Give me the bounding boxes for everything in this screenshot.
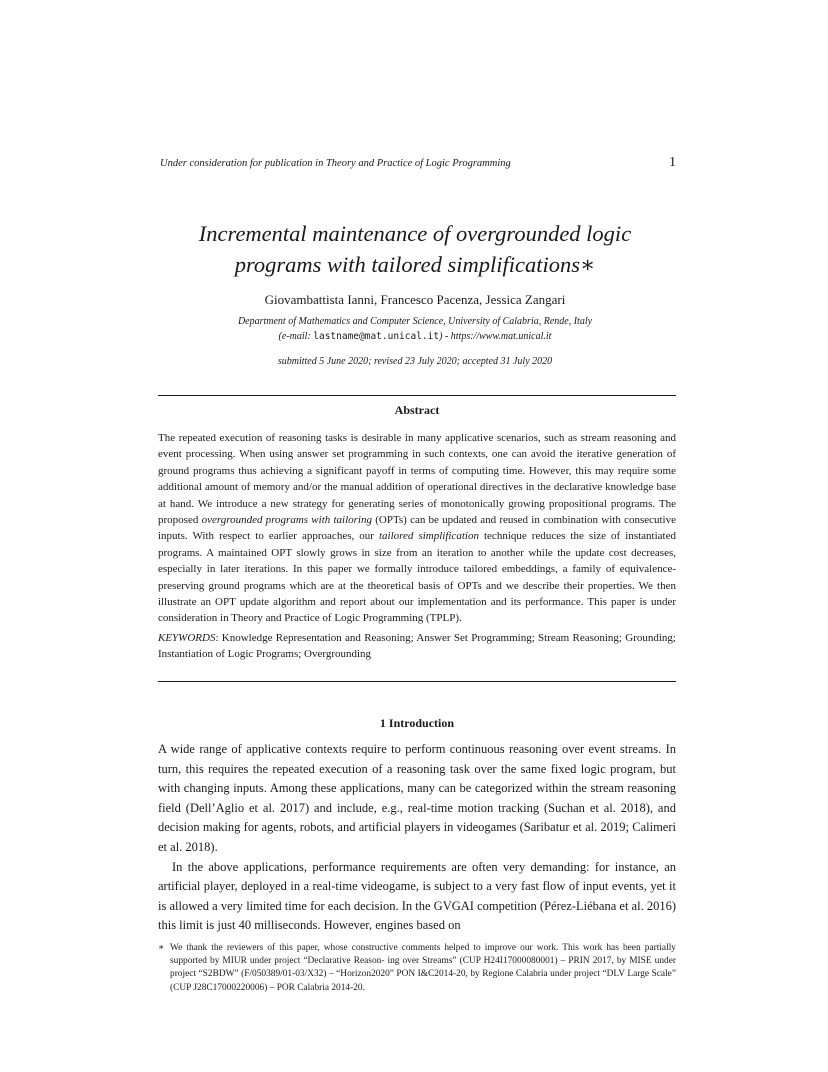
abstract-emphasis-2: tailored simplification	[378, 530, 479, 543]
submission-dates: submitted 5 June 2020; revised 23 July 2020; accepted 31 July 2020	[277, 356, 553, 367]
abstract-top-rule	[158, 395, 676, 396]
footnote	[160, 942, 676, 995]
contact-line	[150, 331, 680, 342]
keywords-list: : Knowledge Representation and Reasoning; Answer Set Programming; Stream Reasoning; Grounding; Instantiation of Logic Programs; Overgrounding	[158, 632, 676, 661]
introduction-body	[158, 740, 676, 936]
section-heading-introduction: 1 Introduction	[379, 716, 455, 730]
abstract-body	[158, 430, 676, 627]
email-address[interactable]: lastname@mat.unical.it	[313, 331, 440, 342]
abstract-text-3: technique reduces the size of instantiated programs. A maintained OPT slowly grows in size from an iteration to another while the update cost decreases, especially in later iterations. In this paper we formally introduce tailored embeddings, a family of equivalence-preserving ground programs which are at the theoretical basis of OPTs and we describe their properties. We then illustrate an OPT update algorithm and report about our implementation and its performance. This paper is under consideration in Theory and Practice of Logic Programming (TPLP).	[158, 530, 676, 625]
abstract-text-1: The repeated execution of reasoning tasks is desirable in many applicative scenarios, such as stream reasoning and event processing. When using answer set programming in such contexts, one can avoid the iterative generation of ground programs thus achieving a significant payoff in terms of computing time. However, this may require some additional amount of memory and/or the manual addition of operational directives in the declarative knowledge base at hand. We introduce a new strategy for generating series of monotonically growing propositional programs. The proposed	[158, 432, 676, 527]
authors: Giovambattista Ianni, Francesco Pacenza, Jessica Zangari	[264, 292, 566, 307]
intro-paragraph-1: A wide range of applicative contexts require to perform continuous reasoning over event streams. In turn, this requires the repeated execution of a reasoning task over the same fixed logic program, but with changing inputs. Among these applications, many can be categorized within the stream reasoning field (Dell’Aglio et al. 2017) and include, e.g., real-time motion tracking (Suchan et al. 2018), and decision making for agents, robots, and artificial players in videogames (Saribatur et al. 2019; Calimeri et al. 2018).	[158, 742, 676, 854]
page-number: 1	[669, 155, 676, 170]
intro-paragraph-2: In the above applications, performance requirements are often very demanding: for instance, an artificial player, deployed in a real-time videogame, is subject to a very fast flow of input events, yet it is allowed a very limited time for each decision. In the GVGAI competition (Pérez-Liébana et al. 2016) this limit is just 40 milliseconds. However, engines based on	[158, 859, 676, 933]
title-line-1: Incremental maintenance of overgrounded logic	[198, 221, 632, 246]
abstract-emphasis-1: overgrounded programs with tailoring	[201, 514, 372, 527]
abstract-text-2: (OPTs) can be updated and reused in combination with consecutive inputs. With respect to earlier approaches, our	[158, 514, 676, 543]
footnote-mark: ∗	[158, 943, 165, 953]
abstract-heading: Abstract	[394, 403, 440, 417]
footnote-text: We thank the reviewers of this paper, whose constructive comments helped to improve our work. This work has been partially supported by MIUR under project “Declarative Reason- ing over Streams” (CUP H24I17000080001) – PRIN 2017, by MISE under project “S2BDW” (F/050389/01-03/X32) – “Horizon2020” PON I&C2014-20, by Regione Calabria under project “DLV Large Scale” (CUP J28C17000220006) – POR Calabria 2014-20.	[170, 943, 676, 993]
abstract-bottom-rule	[158, 681, 676, 682]
paper-title	[150, 218, 680, 280]
affiliation: Department of Mathematics and Computer Science, University of Calabria, Rende, Italy	[237, 316, 593, 327]
keywords-label: KEYWORDS	[158, 632, 216, 644]
title-line-2: programs with tailored simplifications∗	[234, 252, 596, 277]
website-link[interactable]: https://www.mat.unical.it	[450, 331, 552, 342]
keywords	[158, 630, 676, 663]
running-head: Under consideration for publication in Theory and Practice of Logic Programming	[160, 158, 511, 169]
email-prefix: (e-mail:	[278, 331, 314, 342]
email-suffix: ) -	[439, 331, 451, 342]
